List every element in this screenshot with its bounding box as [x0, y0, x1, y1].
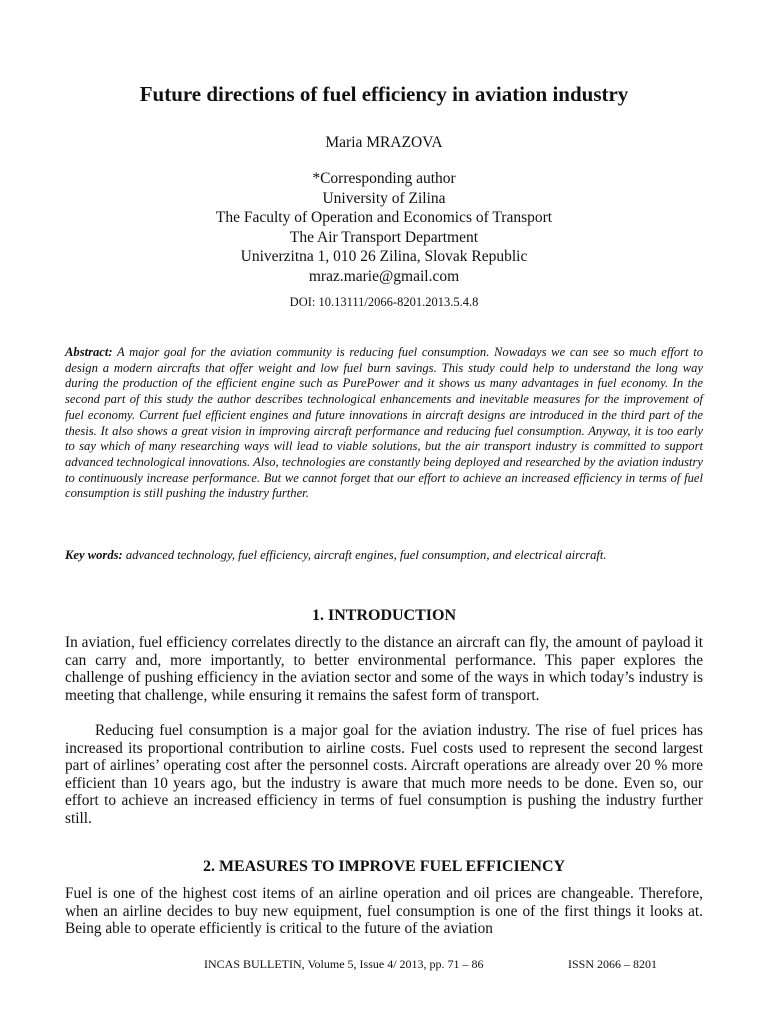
section-heading-introduction: 1. INTRODUCTION — [311, 607, 456, 624]
doi-line: DOI: 10.13111/2066-8201.2013.5.4.8 — [289, 295, 479, 309]
affiliation-department: The Air Transport Department — [289, 228, 479, 246]
footer-citation: INCAS BULLETIN, Volume 5, Issue 4/ 2013, pp. 71 – 86 — [204, 957, 484, 971]
footer-issn: ISSN 2066 – 8201 — [568, 957, 658, 971]
affiliation-block — [0, 169, 768, 286]
introduction-paragraph-1: In aviation, fuel efficiency correlates directly to the distance an aircraft can fly, the amount of payload it can carry and, more importantly, to better environmental performance. This paper explores the challenge of pushing efficiency in the aviation sector and some of the ways in which today’s industry is meeting that challenge, while ensuring it remains the safest form of transport. — [65, 634, 703, 704]
author-email: mraz.marie@gmail.com — [308, 267, 460, 285]
introduction-paragraph-2: Reducing fuel consumption is a major goal for the aviation industry. The rise of fuel prices has increased its proportional contribution to airline costs. Fuel costs used to represent the second largest part of airlines’ operating cost after the personnel costs. Aircraft operations are already over 20 % more efficient than 10 years ago, but the industry is aware that much more needs to be done. Even so, our effort to achieve an increased efficiency in terms of fuel consumption is pushing the industry further still. — [65, 722, 703, 827]
keywords — [65, 548, 703, 564]
keywords-label: Key words: — [65, 548, 123, 562]
corresponding-author-note: *Corresponding author — [312, 170, 456, 187]
affiliation-address: Univerzitna 1, 010 26 Zilina, Slovak Republic — [240, 248, 528, 265]
paper-title: Future directions of fuel efficiency in aviation industry — [139, 82, 629, 106]
author-name: Maria MRAZOVA — [325, 134, 443, 151]
abstract-text: A major goal for the aviation community is reducing fuel consumption. Nowadays we can see so much effort to design a modern aircrafts that offer weight and low fuel burn savings. This study could help to understand the long way during the production of the efficient engine such as PurePower and it shows us many advantages in fuel economy. In the second part of this study the author describes technological enhancements and inevitable measures for the improvement of fuel economy. Current fuel efficient engines and future innovations in aircraft designs are introduced in the third part of the thesis. It also shows a great vision in improving aircraft performance and reducing fuel consumption. Anyway, it is too early to say which of many researching ways will lead to viable solutions, but the air transport industry is committed to support advanced technological innovations. Also, technologies are constantly being deployed and researched by the aviation industry to continuously increase performance. But we cannot forget that our effort to achieve an increased efficiency in terms of fuel consumption is still pushing the industry further. — [65, 345, 704, 501]
keywords-text: advanced technology, fuel efficiency, aircraft engines, fuel consumption, and electrical aircraft. — [125, 548, 607, 562]
affiliation-faculty: The Faculty of Operation and Economics of Transport — [215, 209, 553, 226]
section-heading-measures: 2. MEASURES TO IMPROVE FUEL EFFICIENCY — [202, 858, 566, 875]
affiliation-university: University of Zilina — [322, 189, 446, 207]
measures-paragraph-1: Fuel is one of the highest cost items of an airline operation and oil prices are changeable. Therefore, when an airline decides to buy new equipment, fuel consumption is one of the first things it looks at. Being able to operate efficiently is critical to the future of the aviation — [65, 885, 703, 937]
abstract — [65, 345, 703, 502]
abstract-label: Abstract: — [65, 345, 113, 359]
